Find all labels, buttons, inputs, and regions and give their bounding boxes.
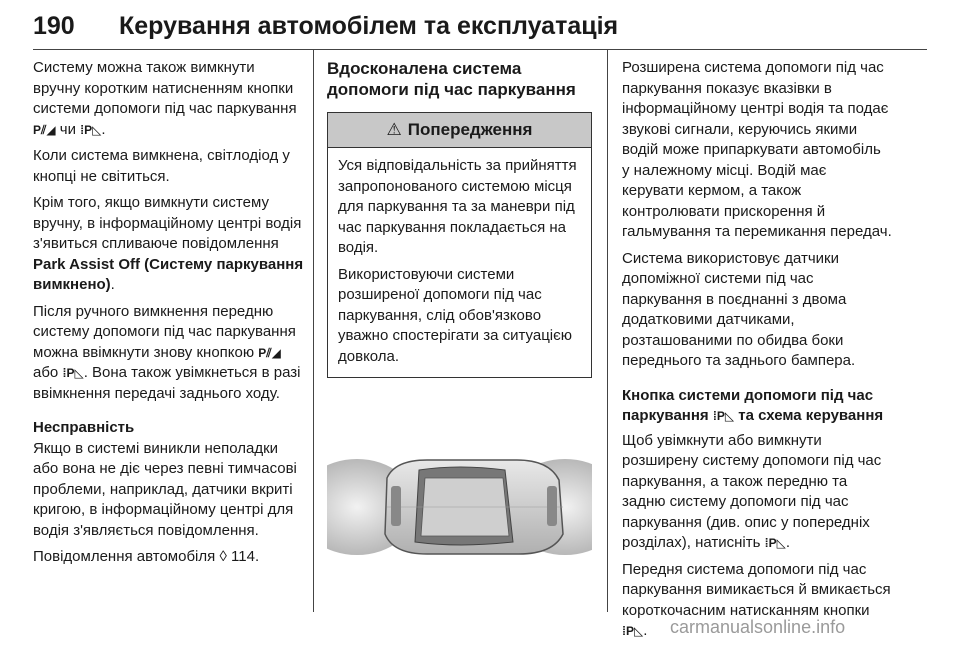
header-divider [33, 49, 927, 50]
section-heading: Вдосконалена система допомоги під час паркування [327, 59, 576, 99]
paragraph: Повідомлення автомобіля ◊ 114. [33, 548, 260, 565]
column-divider-left [313, 50, 314, 612]
page-header [33, 8, 927, 48]
park-sensor-icon: ⁞P◺ [622, 624, 644, 638]
warning-header: ⚠ Попередження [328, 113, 591, 148]
park-sensor-icon: ⁞P◺ [712, 409, 735, 423]
section-heading-fault: Несправність [33, 419, 135, 436]
park-assist-icon: P⫽◢ [33, 122, 56, 137]
park-sensor-icon: ⁞P◺ [62, 366, 84, 380]
paragraph: Щоб увімкнути або вимкнути розширену систему допомоги під час паркування, а також передню та задню систему допомоги під час паркування (див. опис у попередніх розділах), натисніть ⁞P◺. [622, 431, 892, 554]
page-reference-icon: ◊ [219, 548, 227, 565]
paragraph: Крім того, якщо вимкнути систему вручну, в інформаційному центрі водія з'явиться спливаюче повідомлення Park Assist Off (Систему паркування вимкнено). [33, 194, 304, 293]
section-heading-button: Кнопка системи допомоги під час паркування ⁞P◺ та схема керування [622, 386, 892, 427]
park-sensor-icon: ⁞P◺ [764, 536, 786, 550]
paragraph: Якщо в системі виникли неполадки або вона не діє через певні тимчасові проблеми, наприклад, датчики вкриті кригою, в інформаційному центрі для водія з'являється повідомлення. [33, 439, 297, 539]
paragraph: Система використовує датчики допоміжної системи під час паркування в поєднанні з двома додатковими датчиками, розташованими по обидва боки переднього та заднього бампера. [622, 249, 856, 369]
column-divider-right [607, 50, 608, 612]
column-right [622, 58, 892, 648]
column-left [33, 58, 305, 574]
column-middle [327, 58, 592, 378]
paragraph: Передня система допомоги під час паркування вимикається й вмикається короткочасним натисканням кнопки ⁞P◺. [622, 560, 892, 642]
paragraph: Коли система вимкнена, світлодіод у кнопці не світиться. [33, 147, 290, 185]
park-assist-icon: P⫽◢ [258, 345, 281, 360]
car-sensor-illustration [327, 382, 592, 604]
page-title: Керування автомобілем та експлуатація [119, 12, 619, 40]
park-sensor-icon: ⁞P◺ [80, 122, 102, 137]
watermark: carmanualsonline.info [670, 617, 846, 637]
warning-body: Уся відповідальність за прийняття запропонованого системою місця для паркування та за маневри під час паркування покладається на водія. Використовуючи системи розширеної допомоги під час паркування, слід обов'язково уважно спостерігати за ситуацією довкола. [338, 157, 577, 365]
paragraph: Після ручного вимкнення передню систему допомоги під час паркування можна ввімкнути знову кнопкою P⫽◢ або ⁞P◺. Вона також увімкнеться в разі ввімкнення передачі заднього ходу. [33, 302, 301, 402]
warning-box [327, 112, 592, 378]
paragraph: Систему можна також вимкнути вручну коротким натисненням кнопки системи допомоги під час паркування P⫽◢ чи ⁞P◺. [33, 58, 305, 140]
page-number: 190 [33, 12, 75, 40]
paragraph: Розширена система допомоги під час паркування показує вказівки в інформаційному центрі водія та подає звукові сигнали, керуючись якими водій може припаркувати автомобіль у належному місці. Водій має керувати кермом, а також контролювати прискорення й гальмування та перемикання передач. [622, 59, 892, 240]
warning-triangle-icon: ⚠ [386, 119, 402, 139]
message-text: Park Assist Off (Систему паркування вимкнено) [33, 255, 304, 293]
